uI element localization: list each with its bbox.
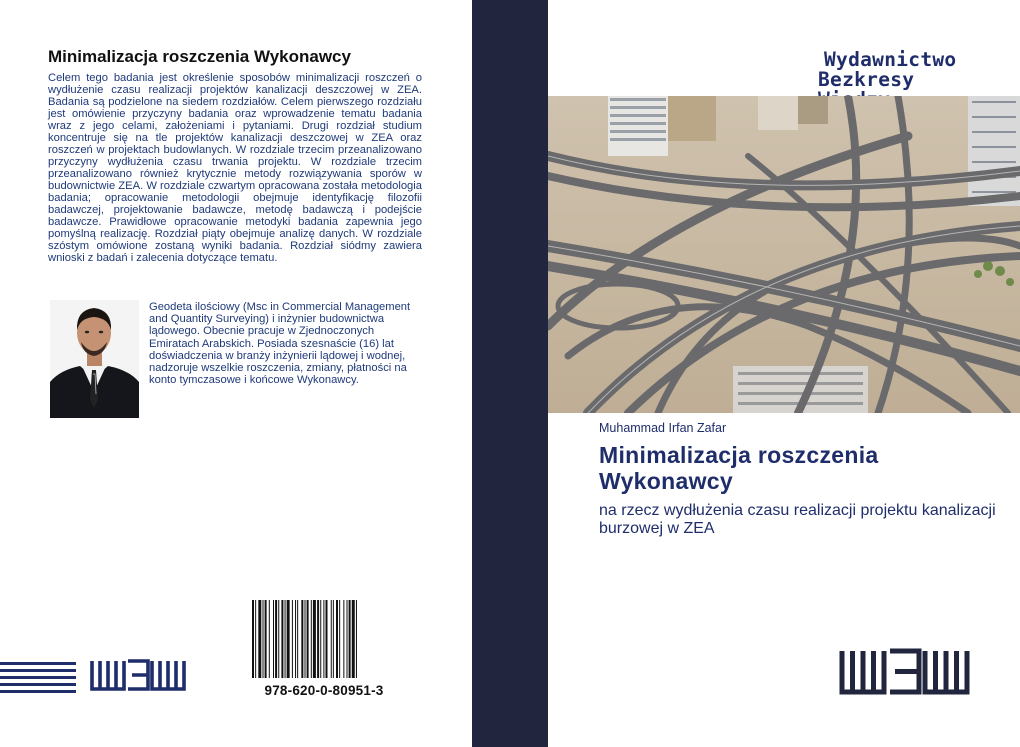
- book-spine: [472, 0, 548, 747]
- wbw-logo-front: [839, 648, 972, 696]
- back-cover: [0, 0, 472, 747]
- wbw-logo-back: [0, 658, 190, 694]
- author-bio: Geodeta ilościowy (Msc in Commercial Management and Quantity Surveying) i inżynier budownictwa lądowego. Obecnie pracuje w Zjednoczonych Emiratach Arabskich. Posiada szesnaście (16) lat doświadczenia w branży inżynierii lądowej i wodnej, nadzoruje wszelkie roszczenia, zmiany, płatności na konto tymczasowe i końcowe Wykonawcy.: [149, 301, 411, 387]
- barcode: [252, 600, 395, 678]
- author-name: Muhammad Irfan Zafar: [599, 421, 727, 435]
- front-cover-subtitle: na rzecz wydłużenia czasu realizacji projektu kanalizacji burzowej w ZEA: [599, 502, 996, 537]
- author-photo: [50, 300, 139, 418]
- front-cover: [548, 0, 1020, 747]
- publisher-line2: Bezkresy: [818, 68, 915, 91]
- isbn-number: 978-620-0-80951-3: [264, 683, 384, 698]
- front-cover-title: Minimalizacja roszczenia Wykonawcy: [599, 442, 879, 494]
- abstract-text: Celem tego badania jest określenie sposobów minimalizacji roszczeń o wydłużenie czasu realizacji projektów kanalizacji deszczowej w ZEA. Badania są podzielone na siedem rozdziałów. Celem pierwszego rozdziału jest omówienie przyczyny badania oraz wprowadzenie tematu badania wraz z jego celami, założeniami i pytaniami. Drugi rozdział studium koncentruje się na tle projektów kanalizacji deszczowej w ZEA oraz roszczeń w projektach budowlanych. W rozdziale trzecim przeanalizowano przyczyny wydłużenia czasu trwania projektu. W rozdziale trzecim przeanalizowano również krytycznie metody rozwiązywania sporów w budownictwie ZEA. W rozdziale czwartym opracowana została metodologia badania; opracowanie metodologii obejmuje identyfikację filozofii badawczej, projektowanie badawcze, metodę badawczą i podejście badawcze. Prawidłowe opracowanie metodyki badania zapewnia jego pomyślną realizację. Rozdział piąty obejmuje analizę danych. W rozdziale szóstym omówione zostaną wyniki badania. Rozdział siódmy zawiera wnioski z badań i zalecenia dotyczące tematu.: [48, 72, 422, 264]
- cover-image-highway: [548, 96, 1020, 413]
- publisher-line1: Wydawnictwo: [824, 48, 957, 71]
- back-cover-title: Minimalizacja roszczenia Wykonawcy: [48, 47, 351, 66]
